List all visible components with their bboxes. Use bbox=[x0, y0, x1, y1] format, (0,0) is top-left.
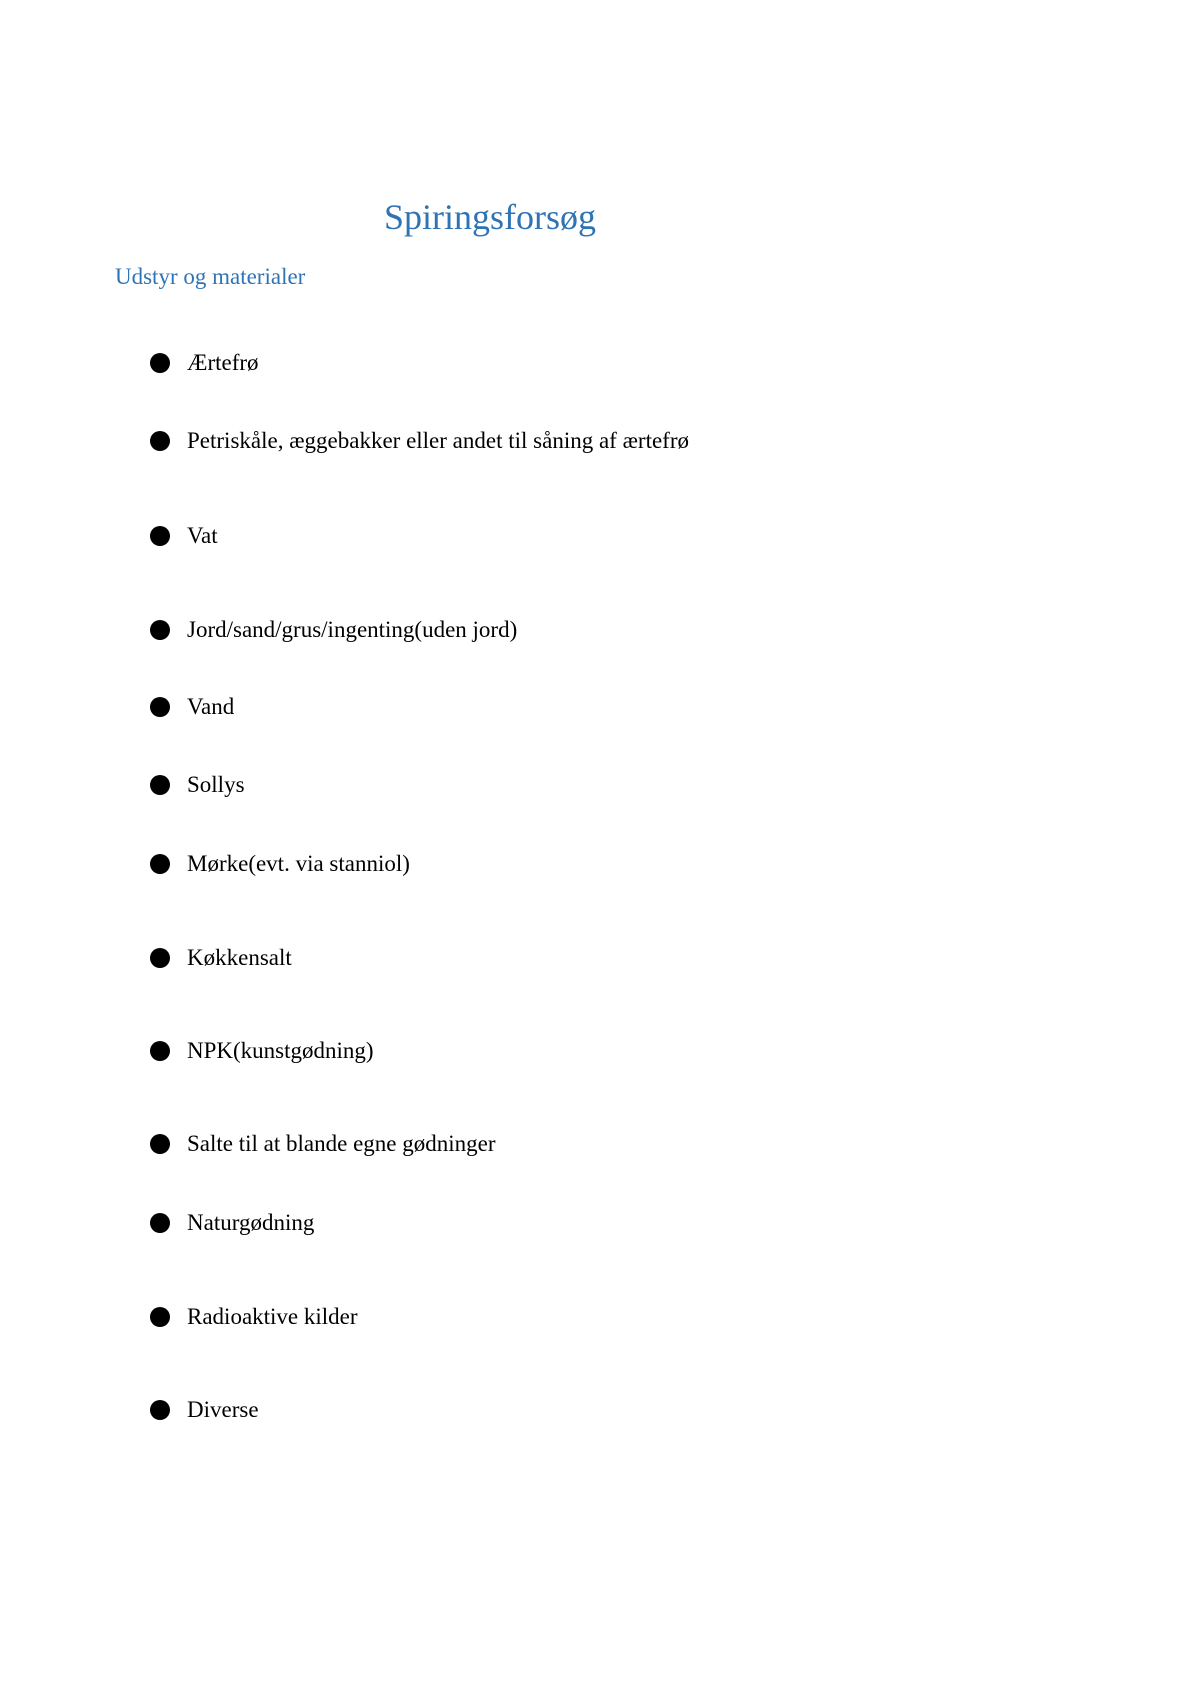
list-item bbox=[150, 1302, 358, 1332]
list-item-label: Vat bbox=[187, 523, 218, 548]
list-item bbox=[150, 692, 234, 722]
list-item-label: Petriskåle, æggebakker eller andet til såning af ærtefrø bbox=[187, 428, 689, 453]
list-item-label: Naturgødning bbox=[187, 1210, 315, 1235]
bullet-icon bbox=[150, 775, 170, 795]
list-item-label: Ærtefrø bbox=[187, 350, 259, 375]
list-item bbox=[150, 348, 259, 378]
bullet-icon bbox=[150, 620, 170, 640]
list-item bbox=[150, 1208, 314, 1238]
list-item bbox=[150, 426, 689, 456]
document-title: Spiringsforsøg bbox=[383, 197, 596, 237]
bullet-icon bbox=[150, 854, 170, 874]
list-item bbox=[150, 1129, 496, 1159]
list-item-label: Sollys bbox=[187, 772, 245, 797]
bullet-icon bbox=[150, 1213, 170, 1233]
bullet-icon bbox=[150, 353, 170, 373]
bullet-icon bbox=[150, 431, 170, 451]
bullet-icon bbox=[150, 1400, 170, 1420]
list-item-label: Mørke(evt. via stanniol) bbox=[187, 851, 410, 876]
list-item-label: Jord/sand/grus/ingenting(uden jord) bbox=[187, 617, 518, 642]
section-heading: Udstyr og materialer bbox=[115, 264, 306, 289]
bullet-icon bbox=[150, 526, 170, 546]
list-item bbox=[150, 615, 517, 645]
bullet-icon bbox=[150, 1041, 170, 1061]
bullet-icon bbox=[150, 697, 170, 717]
list-item-label: Radioaktive kilder bbox=[187, 1304, 358, 1329]
bullet-icon bbox=[150, 1134, 170, 1154]
list-item bbox=[150, 770, 245, 800]
list-item bbox=[150, 849, 410, 879]
list-item bbox=[150, 1036, 374, 1066]
bullet-icon bbox=[150, 1307, 170, 1327]
list-item-label: Salte til at blande egne gødninger bbox=[187, 1131, 496, 1156]
list-item bbox=[150, 1395, 259, 1425]
list-item-label: NPK(kunstgødning) bbox=[187, 1038, 374, 1063]
list-item-label: Diverse bbox=[187, 1397, 259, 1422]
list-item-label: Køkkensalt bbox=[187, 945, 292, 970]
list-item bbox=[150, 943, 292, 973]
bullet-icon bbox=[150, 948, 170, 968]
list-item bbox=[150, 521, 218, 551]
list-item-label: Vand bbox=[187, 694, 235, 719]
